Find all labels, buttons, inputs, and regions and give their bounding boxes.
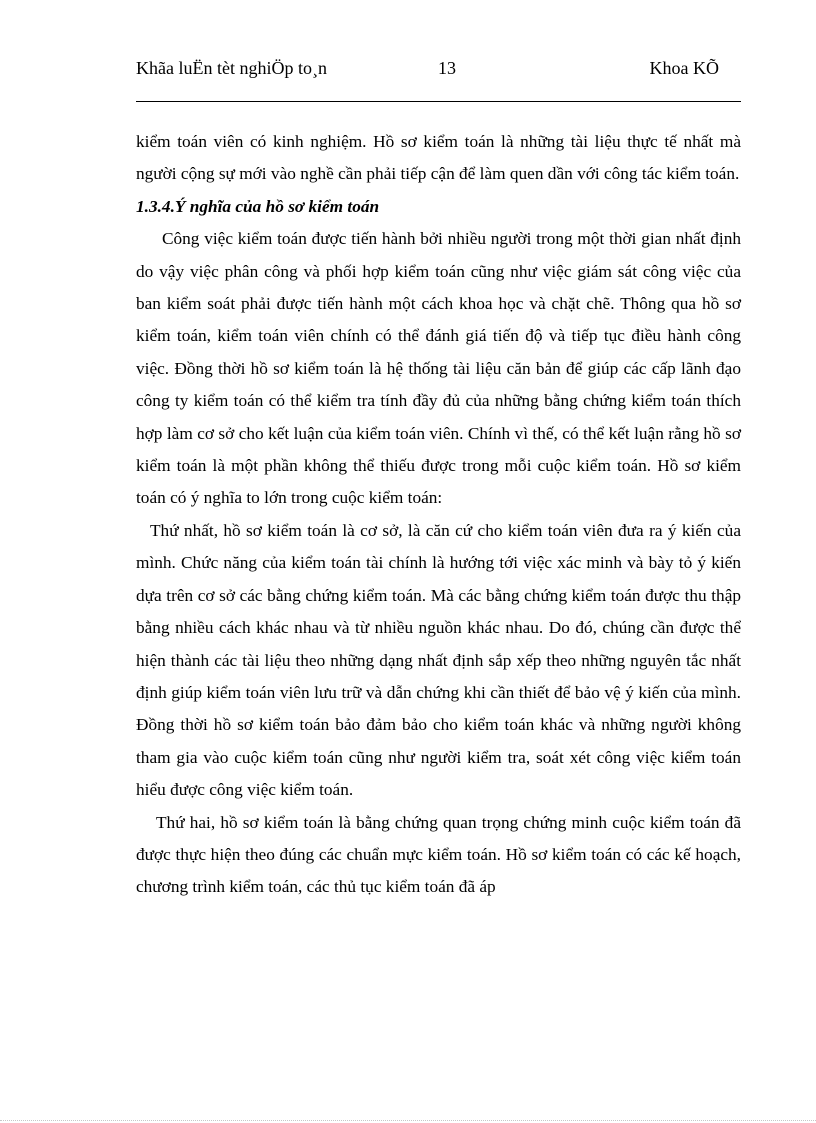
page-header: [136, 58, 741, 102]
paragraph-significance: Công việc kiểm toán được tiến hành bởi nhiều người trong một thời gian nhất định do vậy việc phân công và phối hợp kiểm toán cũng như việc giám sát công việc của ban kiểm soát phải được tiến hành một cách khoa học và chặt chẽ. Thông qua hồ sơ kiểm toán, kiểm toán viên chính có thể đánh giá tiến độ và tiếp tục điều hành công việc. Đồng thời hồ sơ kiểm toán là hệ thống tài liệu căn bản để giúp các cấp lãnh đạo công ty kiểm toán có thể kiểm tra tính đầy đủ của những bằng chứng kiểm toán thích hợp làm cơ sở cho kết luận của kiểm toán viên. Chính vì thế, có thể kết luận rằng hồ sơ kiểm toán là một phần không thể thiếu được trong mỗi cuộc kiểm toán. Hồ sơ kiểm toán có ý nghĩa to lớn trong cuộc kiểm toán:: [136, 229, 741, 508]
section-heading: 1.3.4.Ý nghĩa của hồ sơ kiểm toán: [136, 196, 380, 216]
header-right-title: Khoa KÕ: [649, 58, 719, 78]
paragraph-second-point: Thứ hai, hồ sơ kiểm toán là bằng chứng quan trọng chứng minh cuộc kiểm toán đã được thực hiện theo đúng các chuẩn mực kiểm toán. Hồ sơ kiểm toán có các kế hoạch, chương trình kiểm toán, các thủ tục kiểm toán đã áp: [136, 812, 741, 897]
paragraph-continuation: kiểm toán viên có kinh nghiệm. Hồ sơ kiểm toán là những tài liệu thực tế nhất mà người cộng sự mới vào nghề cần phải tiếp cận để làm quen dần với công tác kiểm toán.: [136, 132, 741, 184]
paragraph-first-point: Thứ nhất, hồ sơ kiểm toán là cơ sở, là căn cứ cho kiểm toán viên đưa ra ý kiến của mình. Chức năng của kiểm toán tài chính là hướng tới việc xác minh và bày tỏ ý kiến dựa trên cơ sở các bằng chứng kiểm toán. Mà các bằng chứng kiểm toán được thu thập bằng nhiều cách khác nhau và từ nhiều nguồn khác nhau. Do đó, chúng cần được thể hiện thành các tài liệu theo những dạng nhất định sắp xếp theo những nguyên tắc nhất định giúp kiểm toán viên lưu trữ và dẫn chứng khi cần thiết để bảo vệ ý kiến của mình. Đồng thời hồ sơ kiểm toán bảo đảm bảo cho kiểm toán khác và những người không tham gia vào cuộc kiểm toán cũng như người kiểm tra, soát xét công việc kiểm toán hiểu được công việc kiểm toán.: [136, 520, 741, 800]
page-bottom-border: [0, 1120, 816, 1121]
document-body: [136, 126, 741, 904]
page-number: 13: [438, 58, 456, 78]
header-divider: [136, 101, 741, 102]
header-left-title: Khãa luËn tèt nghiÖp to¸n: [136, 58, 327, 78]
